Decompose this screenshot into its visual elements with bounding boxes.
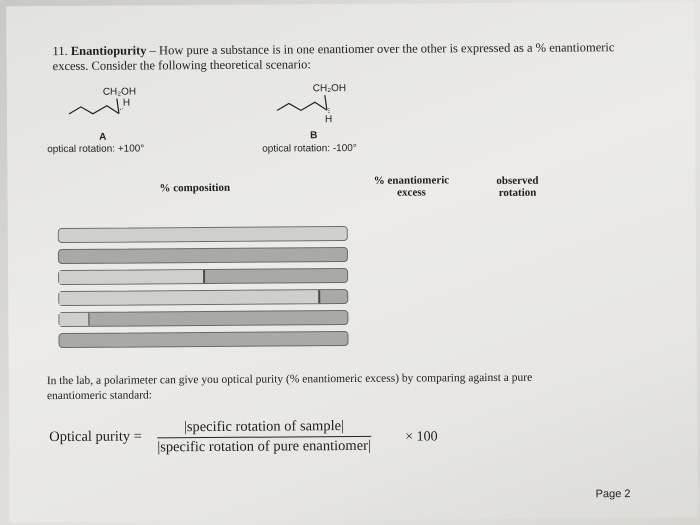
formula-fraction bbox=[157, 418, 371, 456]
question-heading: Enantiopurity bbox=[70, 43, 147, 58]
composition-bar-divider bbox=[318, 290, 320, 303]
molecule-a-letter: A bbox=[99, 131, 107, 143]
molecule-b-ch2oh: CH₂OH bbox=[312, 83, 347, 95]
formula-denominator: |specific rotation of pure enantiomer| bbox=[157, 437, 371, 456]
composition-bar bbox=[58, 310, 348, 327]
molecule-b-rotation: optical rotation: -100° bbox=[262, 142, 357, 155]
page-number: Page 2 bbox=[595, 488, 631, 501]
question-text: How pure a substance is in one enantiomer over the other is expressed as a % enantiomeric bbox=[158, 40, 615, 58]
header-ee bbox=[363, 174, 459, 199]
formula-multiplier: × 100 bbox=[405, 429, 438, 445]
paragraph-line2: enantiomeric standard: bbox=[46, 389, 153, 403]
question-number: 11. bbox=[52, 43, 68, 59]
composition-bar bbox=[58, 331, 348, 348]
composition-bar-fill bbox=[59, 270, 203, 284]
molecule-a-ch2oh: CH₂OH bbox=[102, 86, 137, 98]
header-composition: % composition bbox=[159, 181, 231, 195]
composition-bar-fill bbox=[59, 290, 318, 305]
composition-bar-divider bbox=[203, 270, 205, 283]
composition-bars bbox=[6, 2, 694, 7]
composition-bar bbox=[58, 289, 348, 306]
worksheet-page bbox=[6, 2, 698, 523]
question-dash: – bbox=[146, 43, 160, 58]
composition-bar bbox=[58, 247, 348, 264]
composition-bar-fill bbox=[59, 313, 88, 326]
question-text-line2: excess. Consider the following theoretical scenario: bbox=[52, 57, 311, 74]
molecule-b-structure-icon bbox=[275, 94, 345, 118]
header-rotation-line1: observed bbox=[496, 174, 539, 187]
composition-bar-fill bbox=[59, 227, 347, 242]
paragraph-line1: In the lab, a polarimeter can give you optical purity (% enantiomeric excess) by comparing against a pure bbox=[46, 371, 533, 388]
molecule-a-h: H bbox=[122, 97, 131, 109]
composition-bar bbox=[58, 268, 348, 285]
composition-bar-divider bbox=[88, 313, 90, 326]
question-title bbox=[52, 39, 652, 59]
header-rotation-line2: rotation bbox=[498, 186, 537, 199]
header-ee-line1: % enantiomeric bbox=[373, 174, 450, 187]
formula-label: Optical purity = bbox=[49, 428, 143, 446]
molecule-b-h: H bbox=[324, 114, 333, 126]
header-rotation bbox=[485, 175, 549, 199]
molecule-b-letter: B bbox=[310, 130, 318, 142]
header-ee-line2: excess bbox=[397, 186, 426, 199]
composition-bar bbox=[58, 226, 348, 243]
molecule-a-rotation: optical rotation: +100° bbox=[47, 143, 145, 156]
polarimeter-paragraph bbox=[47, 370, 617, 404]
formula-numerator: |specific rotation of sample| bbox=[157, 418, 371, 438]
